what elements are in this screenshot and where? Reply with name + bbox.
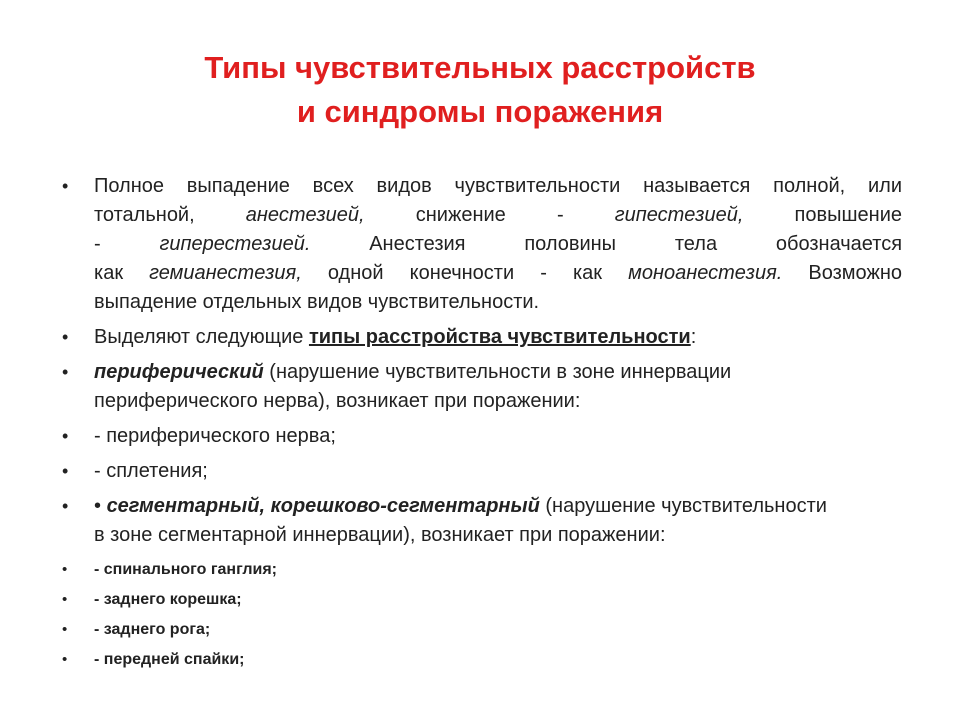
list-item-posterior-root: • - заднего корешка; [50, 588, 902, 612]
list-item-anterior-commissure: • - передней спайки; [50, 648, 902, 672]
paragraph-line: Полное выпадение всех видов чувствительности называется полной, или [94, 175, 902, 197]
bullet-list [50, 172, 902, 672]
bullet-icon: • [62, 651, 68, 668]
list-item-plexus: • - сплетения; [50, 457, 902, 486]
title-line-1: Типы чувствительных расстройств [204, 50, 756, 85]
term-segmental: сегментарный, корешково-сегментарный [106, 495, 540, 517]
paragraph-line: - гиперестезией. Анестезия половины тела обозначается [94, 233, 903, 255]
bullet-icon: • [62, 426, 69, 446]
list-item-segmental-type: • • сегментарный, корешково-сегментарный (нарушение чувствительности в зоне сегментарной иннервации), возникает при поражении: [50, 492, 902, 550]
list-item-types-intro: • Выделяют следующие типы расстройства чувствительности: [50, 323, 902, 352]
list-item-peripheral-nerve: • - периферического нерва; [50, 422, 902, 451]
title-line-2: и синдромы поражения [296, 94, 664, 129]
bullet-icon: • [62, 561, 68, 578]
bullet-icon: • [62, 176, 69, 196]
bullet-icon: • [62, 621, 68, 638]
bullet-icon: • [62, 362, 69, 382]
slide-title [0, 46, 960, 134]
bullet-icon: • [62, 327, 69, 347]
list-item-peripheral-type: • периферический (нарушение чувствительности в зоне иннервации периферического нерва), возникает при поражении: [50, 358, 902, 416]
list-item-anesthesia [50, 172, 902, 317]
paragraph-line: выпадение отдельных видов чувствительности. [94, 291, 540, 313]
bullet-icon: • [62, 496, 69, 516]
list-item-spinal-ganglion: • - спинального ганглия; [50, 558, 902, 582]
paragraph-line: как гемианестезия, одной конечности - как моноанестезия. Возможно [94, 262, 903, 284]
paragraph-line: тотальной, анестезией, снижение - гипестезией, повышение [94, 204, 902, 226]
term-peripheral: периферический [94, 361, 264, 383]
list-item-posterior-horn: • - заднего рога; [50, 618, 902, 642]
bullet-icon: • [62, 461, 69, 481]
underlined-term: типы расстройства чувствительности [308, 326, 691, 348]
bullet-icon: • [62, 591, 68, 608]
